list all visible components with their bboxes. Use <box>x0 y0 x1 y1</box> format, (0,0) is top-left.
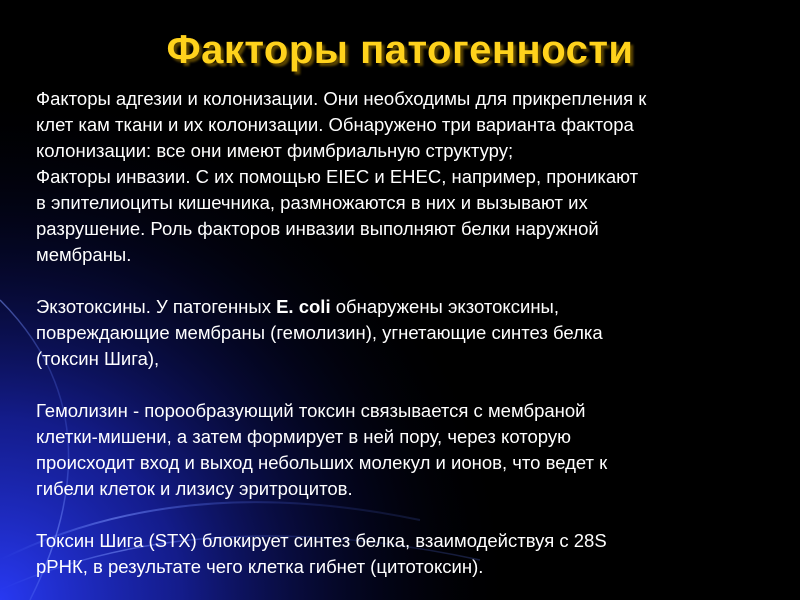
text-line: (токсин Шига), <box>36 348 160 369</box>
text-line: Токсин Шига (STX) блокирует синтез белка, взаимодействуя с 28S <box>36 530 607 551</box>
paragraph-exotoxins <box>36 294 774 372</box>
paragraph-adhesion-invasion <box>36 86 774 268</box>
text-line: клетки-мишени, а затем формирует в ней пору, через которую <box>36 426 571 447</box>
paragraph-shiga-toxin <box>36 528 774 580</box>
species-name: E. coli <box>276 296 331 317</box>
text-segment: Экзотоксины. У патогенных <box>36 296 277 317</box>
text-line: Факторы адгезии и колонизации. Они необходимы для прикрепления к <box>36 88 647 109</box>
text-segment: обнаружены экзотоксины, <box>330 296 559 317</box>
text-line: повреждающие мембраны (гемолизин), угнетающие синтез белка <box>36 322 603 343</box>
paragraph-spacer <box>36 372 774 398</box>
slide-title: Факторы патогенности <box>166 28 634 72</box>
text-line: в эпителиоциты кишечника, размножаются в них и вызывают их <box>36 192 588 213</box>
text-line: рРНК, в результате чего клетка гибнет (цитотоксин). <box>36 556 484 577</box>
text-line: разрушение. Роль факторов инвазии выполняют белки наружной <box>36 218 599 239</box>
slide-body <box>36 86 774 580</box>
text-line: Гемолизин - порообразующий токсин связывается с мембраной <box>36 400 586 421</box>
text-line: клет кам ткани и их колонизации. Обнаружено три варианта фактора <box>36 114 634 135</box>
text-line: происходит вход и выход небольших молекул и ионов, что ведет к <box>36 452 608 473</box>
text-line: колонизации: все они имеют фимбриальную структуру; <box>36 140 514 161</box>
paragraph-spacer <box>36 502 774 528</box>
text-line: гибели клеток и лизису эритроцитов. <box>36 478 353 499</box>
text-line: мембраны. <box>36 244 132 265</box>
paragraph-hemolysin <box>36 398 774 502</box>
text-line <box>36 294 774 320</box>
paragraph-spacer <box>36 268 774 294</box>
text-line: Факторы инвазии. С их помощью EIEC и EHEC, например, проникают <box>36 166 639 187</box>
